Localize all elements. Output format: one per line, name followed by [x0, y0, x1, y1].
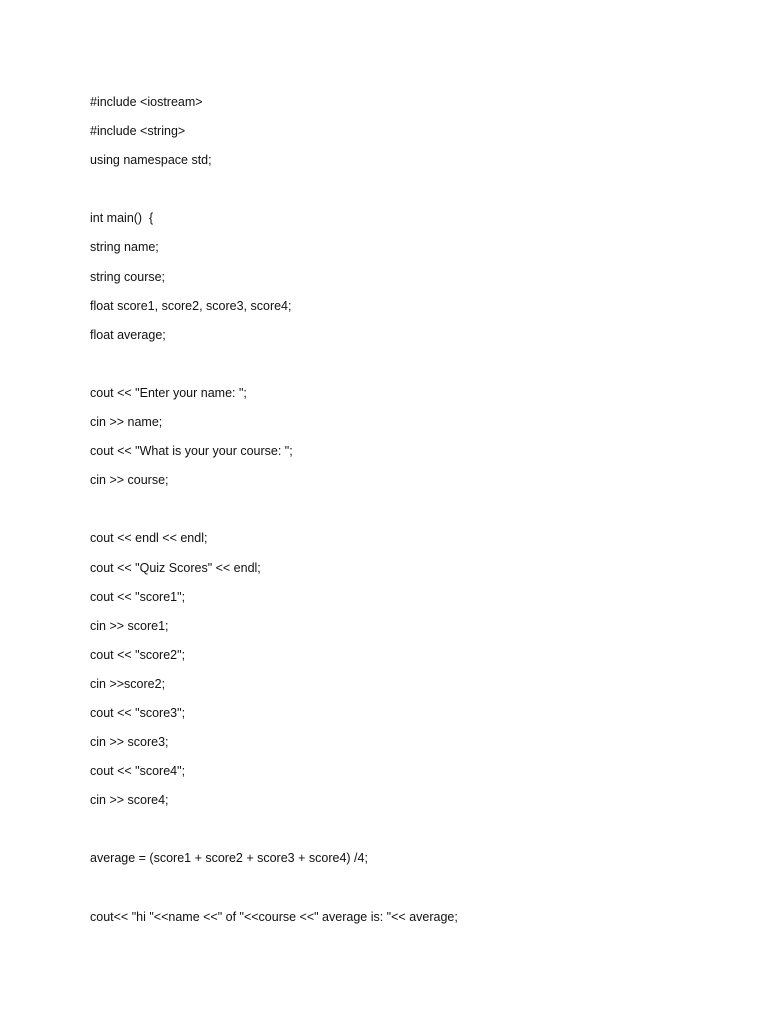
- code-line: cin >> course;: [90, 473, 169, 488]
- code-line: average = (score1 + score2 + score3 + score4) /4;: [90, 851, 368, 866]
- code-listing: [90, 92, 710, 936]
- code-line: cout << "Enter your name: ";: [90, 385, 247, 400]
- code-line: string course;: [90, 269, 166, 284]
- code-line: cout << endl << endl;: [90, 531, 208, 546]
- blank-line: [90, 878, 710, 907]
- code-line: using namespace std;: [90, 153, 212, 168]
- code-line: cin >> score3;: [90, 735, 169, 750]
- code-line: cout << "score2";: [90, 647, 186, 662]
- blank-line: [90, 819, 710, 848]
- code-line: cout << "score1";: [90, 589, 186, 604]
- blank-line: [90, 179, 710, 208]
- code-line: cin >> score1;: [90, 618, 169, 633]
- code-line: cout<< "hi "<<name <<" of "<<course <<" average is: "<< average;: [90, 909, 458, 924]
- code-line: #include <iostream>: [90, 95, 203, 109]
- code-line: float score1, score2, score3, score4;: [90, 298, 292, 313]
- blank-line: [90, 499, 710, 528]
- code-line: cin >> name;: [90, 415, 163, 430]
- code-line: cin >> score4;: [90, 793, 169, 808]
- blank-line: [90, 354, 710, 383]
- code-line: string name;: [90, 240, 159, 255]
- code-line: cout << "score3";: [90, 705, 186, 720]
- code-line: cin >>score2;: [90, 676, 166, 691]
- code-line: cout << "What is your your course: ";: [90, 444, 293, 459]
- code-line: cout << "Quiz Scores" << endl;: [90, 560, 261, 575]
- code-line: cout << "score4";: [90, 764, 186, 779]
- code-line: int main() {: [90, 211, 154, 226]
- code-line: float average;: [90, 327, 166, 342]
- code-line: #include <string>: [90, 124, 186, 139]
